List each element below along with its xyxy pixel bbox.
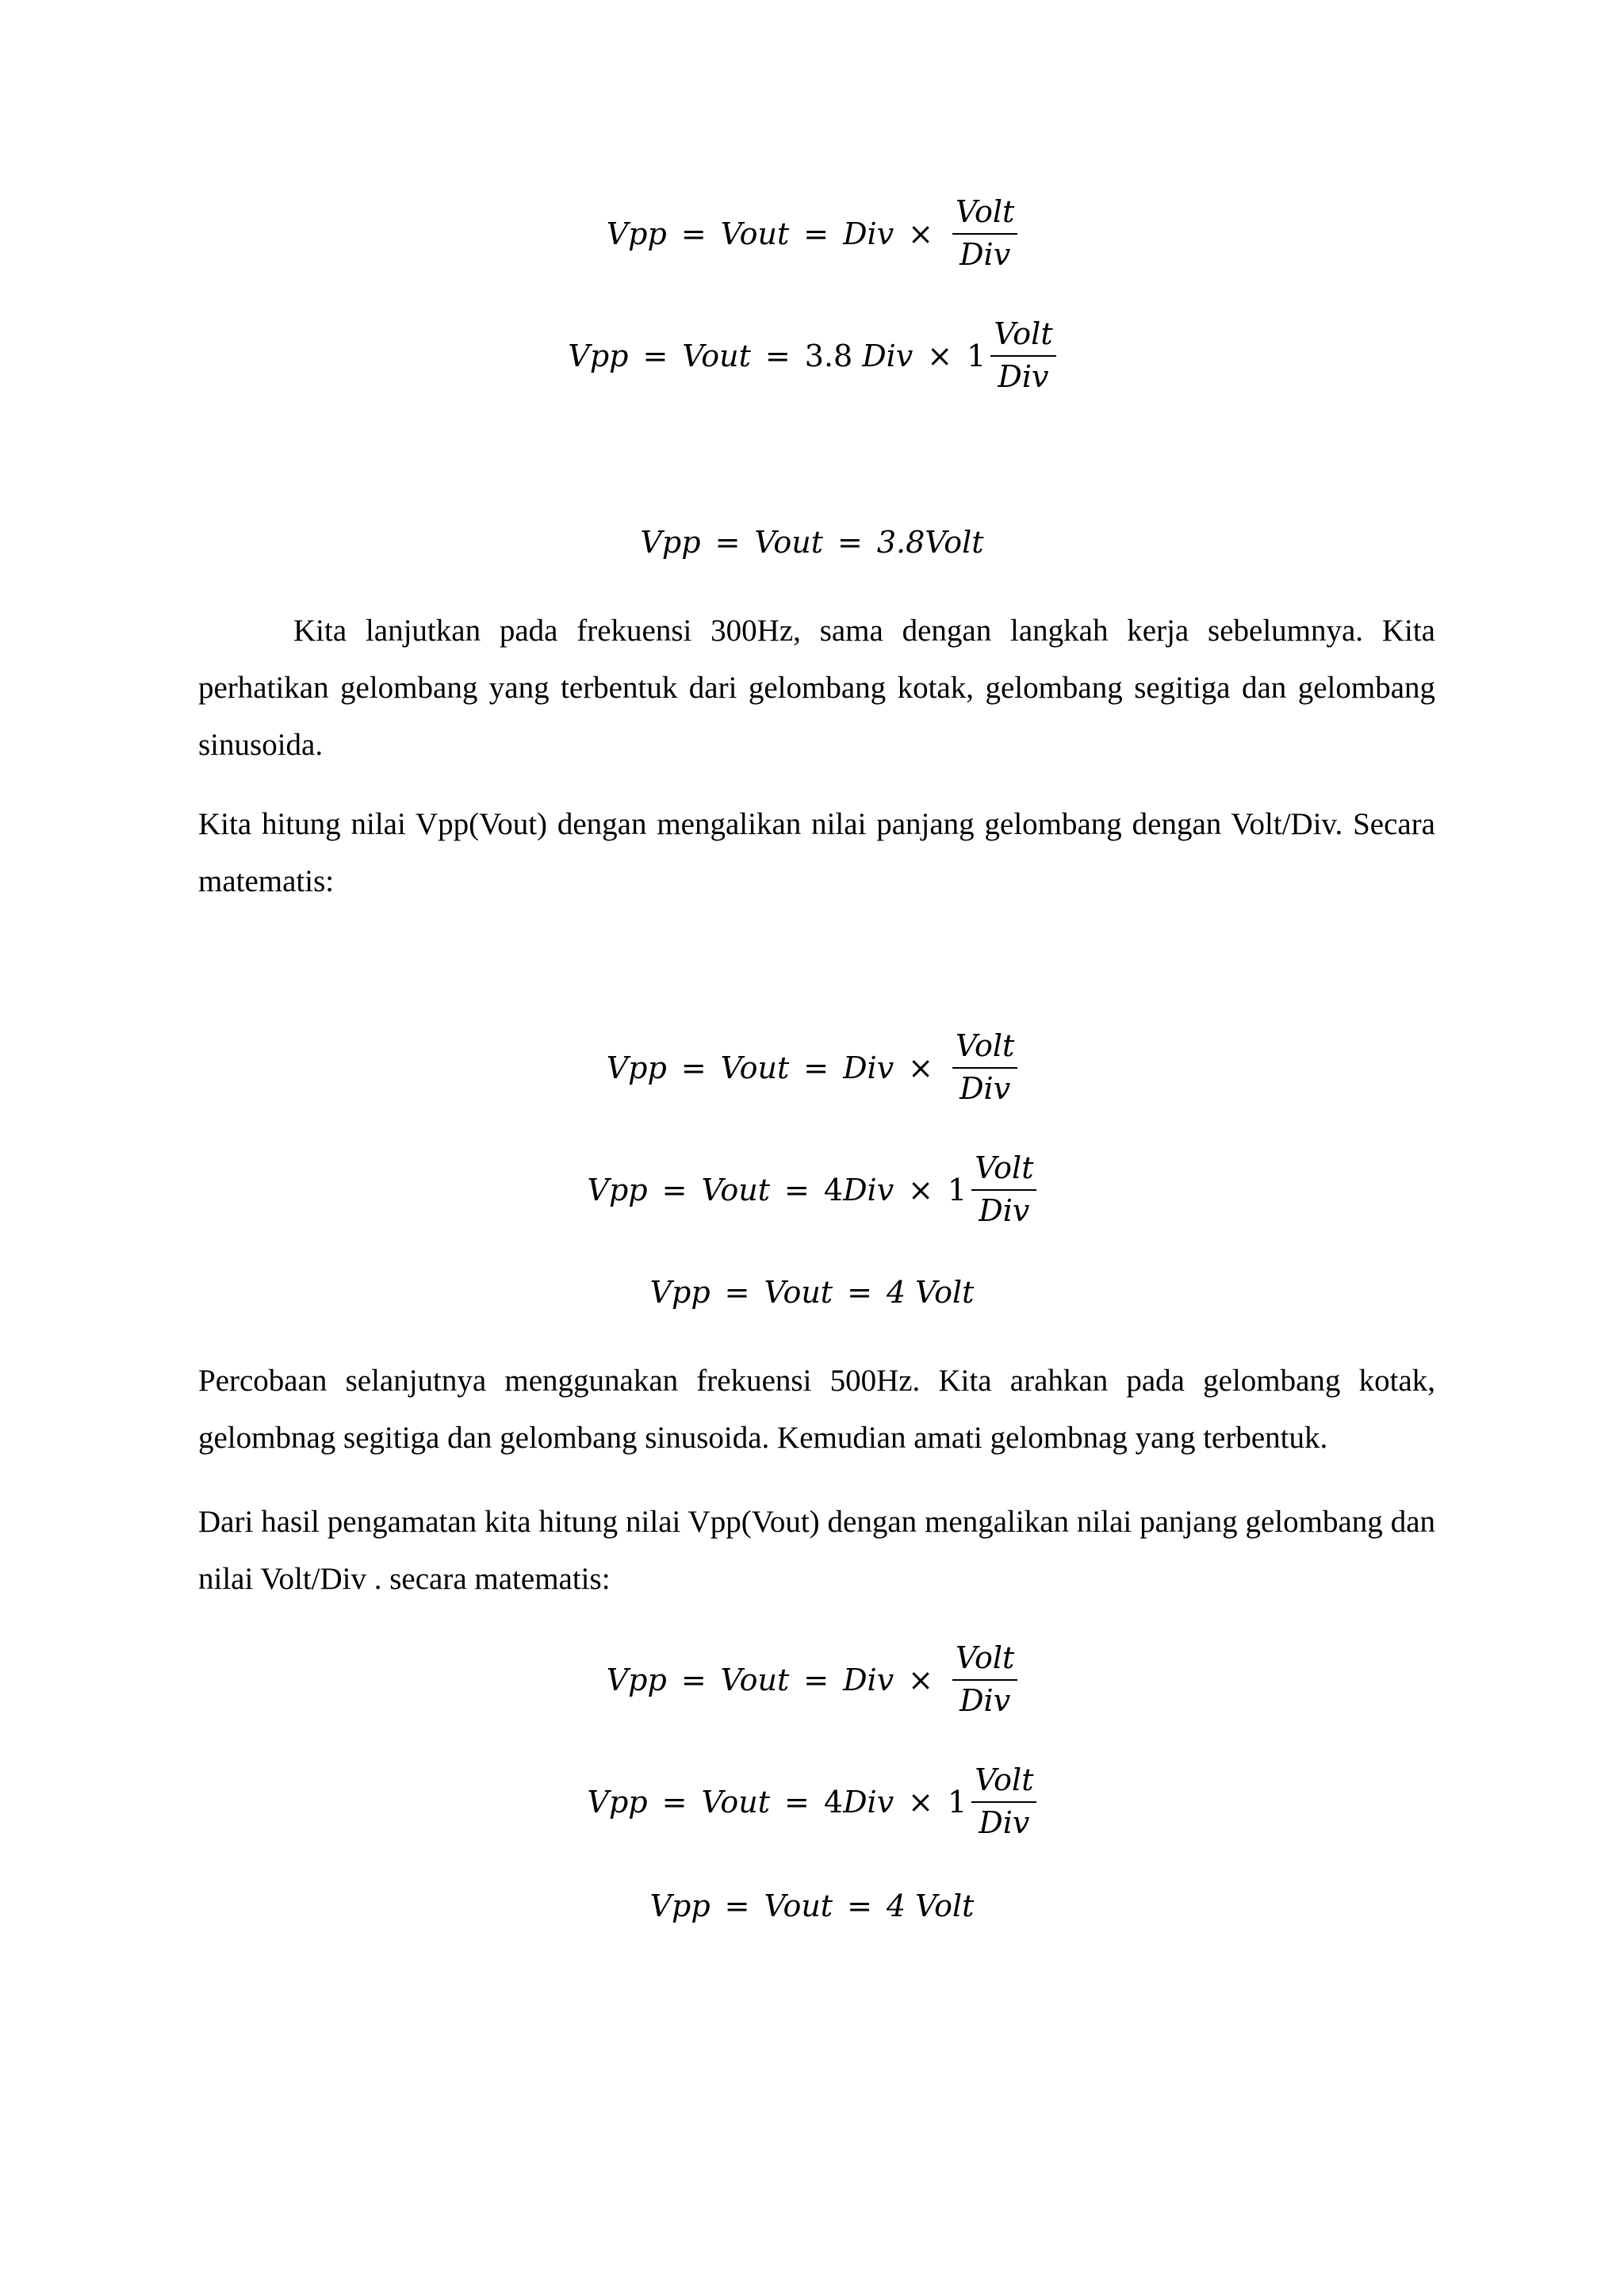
eq-mid: Vout: [720, 216, 790, 251]
paragraph-500hz: Percobaan selanjutnya menggunakan frekuensi 500Hz. Kita arahkan pada gelombang kotak, gelombnag segitiga dan gelombang sinusoida. Kemudian amati gelombnag yang terbentuk.: [198, 1364, 1435, 1455]
equation-general-1: Vpp = Vout = Div × $\frac{\text{Volt}}{\text{Div}}$: [0, 195, 1624, 272]
eq-result: 4 Volt: [886, 1275, 975, 1310]
fraction-denominator: Div: [959, 1682, 1011, 1718]
fraction-numerator: Volt: [956, 1028, 1015, 1063]
paragraph-calc-intro-1: Kita hitung nilai Vpp(Vout) dengan mengalikan nilai panjang gelombang dengan Volt/Div. Secara matematis:: [198, 807, 1435, 898]
fraction-denominator: Div: [998, 358, 1049, 394]
eq-unit: Div: [862, 338, 914, 373]
eq-unit: Div: [843, 1050, 894, 1085]
eq-multiplier: 1: [948, 1784, 967, 1820]
eq-lhs: Vpp: [606, 1050, 667, 1085]
eq-multiplier: 1: [948, 1172, 967, 1207]
eq-lhs: Vpp: [587, 1784, 648, 1820]
eq-mid: Vout: [701, 1172, 771, 1207]
fraction-denominator: Div: [959, 236, 1011, 272]
eq-unit: Div: [843, 1662, 894, 1697]
fraction-denominator: Div: [979, 1804, 1030, 1840]
eq-mid: Vout: [764, 1888, 833, 1923]
equation-result-3: Vpp = Vout = 4 Volt: [649, 1888, 975, 1923]
eq-lhs: Vpp: [640, 525, 701, 560]
fraction-volt-per-div: [971, 1151, 1036, 1228]
eq-lhs: Vpp: [606, 1662, 667, 1697]
equation-substituted-3: Vpp = Vout = 4 Div × 1 $\frac{\text{Volt}}{\text{Div}}$: [0, 1763, 1624, 1840]
equation-substituted-1: Vpp = Vout = 3.8 Div × 1 $\frac{\text{Volt}}{\text{Div}}$: [0, 317, 1624, 394]
fraction-volt-per-div: [952, 1029, 1017, 1106]
fraction-numerator: Volt: [956, 194, 1015, 229]
eq-result: 4 Volt: [886, 1888, 975, 1923]
eq-coefficient: 4: [823, 1784, 844, 1820]
eq-mid: Vout: [764, 1275, 833, 1310]
eq-coefficient: 4: [823, 1172, 844, 1207]
eq-coefficient: 3.8: [804, 338, 853, 373]
equation-result-1: Vpp = Vout = 3.8Volt: [640, 525, 984, 560]
equation-substituted-2: Vpp = Vout = 4 Div × 1 $\frac{\text{Volt}}{\text{Div}}$: [0, 1151, 1624, 1228]
equation-general-3: Vpp = Vout = Div × $\frac{\text{Volt}}{\text{Div}}$: [0, 1641, 1624, 1718]
eq-unit: Div: [843, 1172, 894, 1207]
eq-mid: Vout: [720, 1662, 790, 1697]
paragraph-300hz: Kita lanjutkan pada frekuensi 300Hz, sama dengan langkah kerja sebelumnya. Kita perhatikan gelombang yang terbentuk dari gelombang kotak, gelombang segitiga dan gelombang sinusoida.: [198, 614, 1435, 762]
eq-multiplier: 1: [967, 338, 986, 373]
eq-mid: Vout: [754, 525, 823, 560]
eq-lhs: Vpp: [568, 338, 629, 373]
fraction-numerator: Volt: [956, 1640, 1015, 1675]
eq-lhs: Vpp: [649, 1275, 710, 1310]
eq-lhs: Vpp: [606, 216, 667, 251]
fraction-volt-per-div: [971, 1763, 1036, 1840]
fraction-denominator: Div: [979, 1192, 1030, 1228]
eq-lhs: Vpp: [587, 1172, 648, 1207]
fraction-denominator: Div: [959, 1070, 1011, 1106]
fraction-volt-per-div: [952, 1641, 1017, 1718]
eq-unit: Div: [843, 1784, 894, 1820]
fraction-volt-per-div: [990, 317, 1055, 394]
eq-result: 3.8Volt: [876, 525, 984, 560]
eq-mid: Vout: [701, 1784, 771, 1820]
paragraph-calc-intro-2: Dari hasil pengamatan kita hitung nilai Vpp(Vout) dengan mengalikan nilai panjang gelombang dan nilai Volt/Div . secara matematis:: [198, 1505, 1435, 1596]
eq-lhs: Vpp: [649, 1888, 710, 1923]
eq-mid: Vout: [720, 1050, 790, 1085]
equation-result-2: Vpp = Vout = 4 Volt: [649, 1275, 975, 1310]
fraction-volt-per-div: [952, 195, 1017, 272]
fraction-numerator: Volt: [975, 1762, 1034, 1797]
equation-general-2: Vpp = Vout = Div × $\frac{\text{Volt}}{\text{Div}}$: [0, 1029, 1624, 1106]
eq-unit: Div: [843, 216, 894, 251]
fraction-numerator: Volt: [975, 1150, 1034, 1185]
eq-mid: Vout: [682, 338, 751, 373]
fraction-numerator: Volt: [994, 316, 1053, 351]
